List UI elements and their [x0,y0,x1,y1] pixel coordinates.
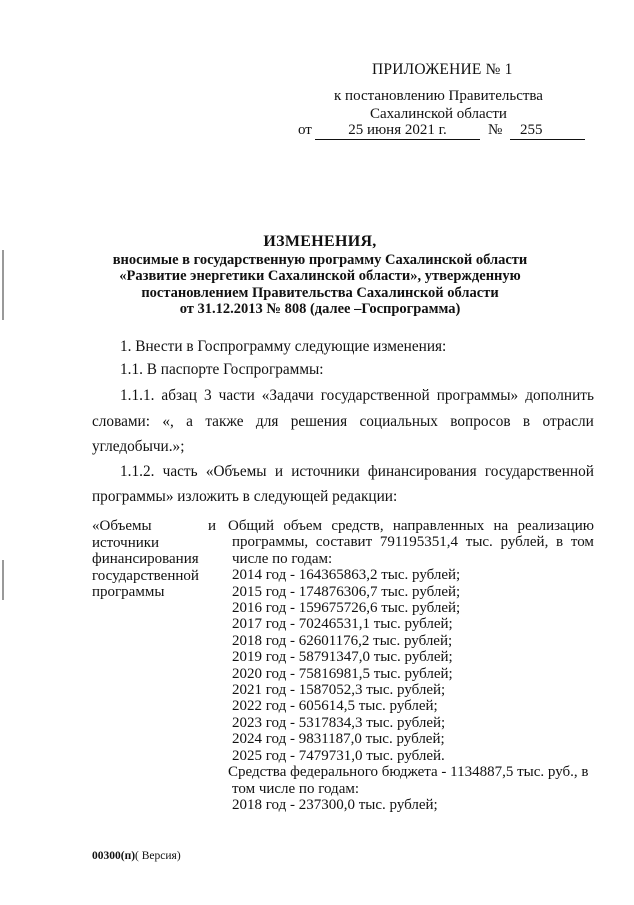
scan-margin-mark [2,250,4,320]
word: «, [162,413,174,430]
left-cell-first-line [92,518,216,535]
paragraph-1-1-2-line-2: программы» изложить в следующей редакции: [92,488,398,505]
document-title: ИЗМЕНЕНИЯ, [263,233,377,250]
paragraph-1: 1. Внести в Госпрограмму следующие изменения: [120,338,447,355]
paragraph-1-1-2-line-1 [120,463,594,481]
attachment-title: ПРИЛОЖЕНИЕ № 1 [372,61,513,78]
title-line-2: «Развитие энергетики Сахалинской области», утвержденную [119,268,521,284]
funding-year-line: 2016 год - 159675726,6 тыс. рублей; [232,600,461,617]
document-code: 00300(п) [92,850,136,862]
number-label: № [488,122,503,138]
word: рублей, [500,534,549,551]
resolution-number: 255 [510,122,585,140]
attachment-line-2: Сахалинской области [370,106,507,122]
left-cell-line: источники [92,534,160,551]
word: государственной [320,387,430,404]
funding-year-line: 2021 год - 1587052,3 тыс. рублей; [232,682,446,699]
left-cell-rest [92,535,216,601]
word: для [255,413,279,430]
title-line-3: постановлением Правительства Сахалинской области [141,285,499,301]
word: 1.1.2. [120,463,155,480]
word: «Объемы [205,463,267,480]
resolution-date: 25 июня 2021 г. [315,122,480,140]
title-line-4: от 31.12.2013 № 808 (далее –Госпрограмма) [179,301,461,317]
word: а [186,413,193,430]
left-cell-word: и [207,518,216,534]
funding-year-line: 2025 год - 7479731,0 тыс. рублей. [232,747,445,764]
word: в [522,413,531,430]
word: на [493,518,509,534]
paragraph-1-1-1-line-1 [120,387,594,405]
word: часть [162,463,198,480]
funding-year-line: 2017 год - 70246531,1 тыс. рублей; [232,616,453,633]
word: отрасли [542,413,594,430]
document-version: ( Версия) [135,850,181,862]
funding-intro-line-2 [228,534,594,550]
left-cell-line: программы [92,584,165,600]
from-label: от [298,122,312,138]
funding-year-line: 2023 год - 5317834,3 тыс. рублей; [232,714,446,731]
word: «Задачи [261,387,314,404]
word: 3 [203,387,212,404]
funding-year-line: 2024 год - 9831187,0 тыс. рублей; [232,731,445,748]
scan-margin-mark [2,560,4,600]
word: дополнить [525,387,594,404]
paragraph-1-1-1-line-3: угледобычи.»; [92,438,185,455]
word: также [205,413,244,430]
table-left-column [92,518,216,601]
word: 791195351,4 [379,534,459,551]
word: государственной [484,463,594,480]
word: объем [283,518,323,534]
paragraph-1-1-1-line-2 [92,413,594,431]
left-cell-word: «Объемы [92,518,152,534]
paragraph-1-1-1 [120,387,594,405]
word: тыс. [465,534,493,551]
funding-year-line: 2022 год - 605614,5 тыс. рублей; [232,698,438,715]
attachment-line-1: к постановлению Правительства [334,88,543,104]
federal-years-list [228,797,594,813]
title-line-1: вносимые в государственную программу Сахалинской области [112,252,528,268]
word: 1.1.1. [120,387,155,404]
word: словами: [92,413,150,430]
left-cell-line: государственной [92,567,199,584]
funding-intro-line-1 [228,518,594,534]
resolution-date-row [298,122,598,142]
word: и [274,463,284,480]
word: составит [315,534,373,551]
word: вопросов [450,413,511,430]
word: программы» [436,387,519,404]
word: направленных [392,518,485,534]
word: реализацию [517,518,594,534]
word: финансирования [367,463,477,480]
funding-year-line: 2018 год - 62601176,2 тыс. рублей; [232,632,453,649]
funding-year-line: 2014 год - 164365863,2 тыс. рублей; [232,567,461,584]
word: абзац [161,387,197,404]
funding-year-line: 2015 год - 174876306,7 тыс. рублей; [232,583,461,600]
funding-year-line: 2019 год - 58791347,0 тыс. рублей; [232,649,453,666]
word: части [218,387,255,404]
word: том [570,534,594,551]
federal-funds-line-2: том числе по годам: [232,780,360,797]
funding-intro-line-3: числе по годам: [232,550,333,567]
word: в [556,534,564,551]
table-right-column [228,518,594,813]
word: источники [291,463,360,480]
word: социальных [359,413,438,430]
word: Общий [228,518,275,534]
funding-years-list [228,567,594,764]
federal-year-line: 2018 год - 237300,0 тыс. рублей; [232,796,438,813]
word: программы, [232,534,309,551]
word: решения [290,413,348,430]
federal-funds-line-1: Средства федерального бюджета - 1134887,5 тыс. руб., в [228,764,589,781]
left-cell-line: финансирования [92,551,199,567]
paragraph-1-1: 1.1. В паспорте Госпрограммы: [120,361,324,378]
word: средств, [331,518,384,534]
funding-year-line: 2020 год - 75816981,5 тыс. рублей; [232,665,453,682]
document-footer [92,850,181,862]
